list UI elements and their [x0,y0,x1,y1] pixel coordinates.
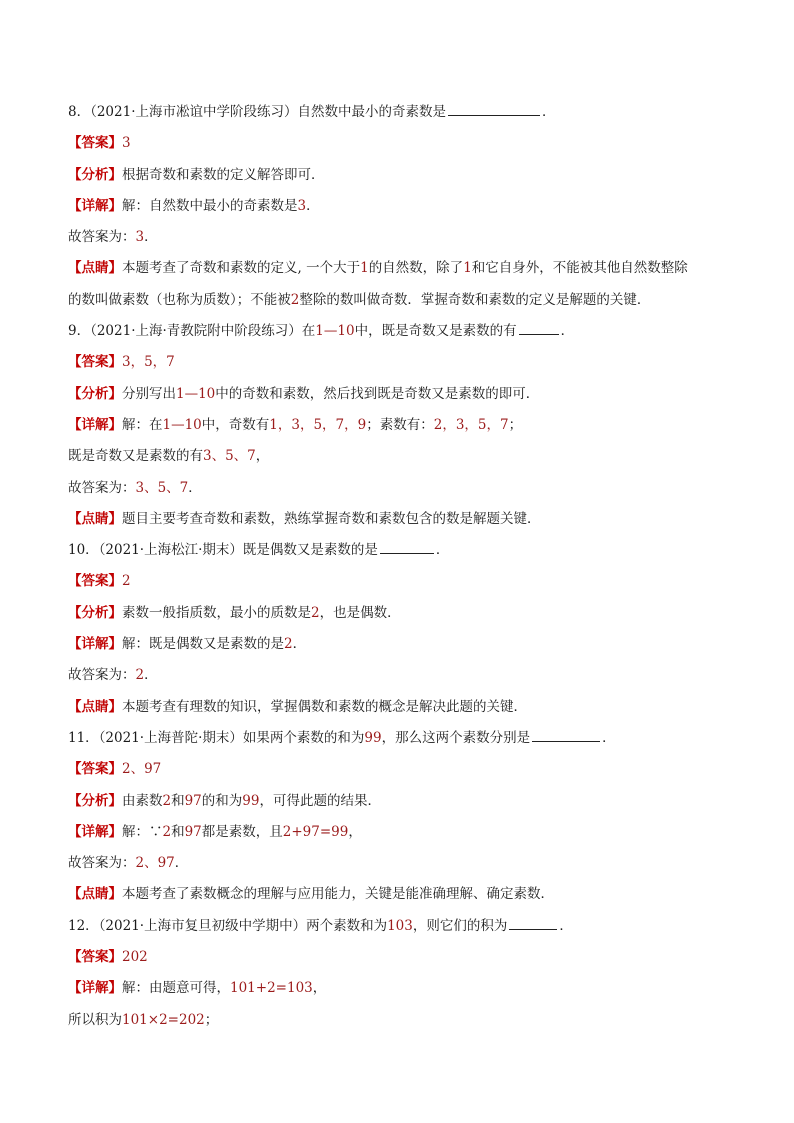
answer-blank [380,539,434,554]
conclusion-line: 故答案为：2、97． [68,855,189,872]
conclusion-line: 故答案为：3． [68,229,158,246]
answer-line [68,945,718,976]
comment-tag: 【点睛】 [68,260,122,277]
analysis-line: 【分析】由素数2和97的和为99，可得此题的结果． [68,792,381,809]
comment-tag: 【点睛】 [68,886,122,903]
analysis-line: 【分析】素数一般指质数，最小的质数是2，也是偶数． [68,604,401,621]
answer-tag: 【答案】 [68,949,122,966]
question-source: （2021·上海市复旦初级中学期中） [98,917,307,934]
question-stem: 自然数中最小的奇素数是 [297,104,446,120]
question-12: 12．（2021·上海市复旦初级中学期中）两个素数和为103，则它们的积为 ． [68,914,718,945]
detail-line: 【详解】解：由题意可得，101+2=103， [68,980,327,997]
question-10: 10．（2021·上海松江·期末）既是偶数又是素数的是 ． [68,538,718,569]
detail-line: 【详解】解：既是偶数又是素数的是2． [68,636,307,653]
detail-tag: 【详解】 [68,416,122,433]
question-11: 11．（2021·上海普陀·期末）如果两个素数的和为99，那么这两个素数分别是 ． [68,726,718,757]
analysis-line: 【分析】根据奇数和素数的定义解答即可． [68,166,325,183]
answer-line [68,350,718,381]
answer-line [68,569,718,600]
detail-tag: 【详解】 [68,197,122,214]
analysis-tag: 【分析】 [68,604,122,621]
answer-tag: 【答案】 [68,354,122,371]
comment-line: 【点睛】题目主要考查奇数和素数，熟练掌握奇数和素数包含的数是解题关键． [68,510,541,527]
detail-line: 【详解】解：∵2和97都是素数，且2+97=99， [68,823,362,840]
question-number: 12． [68,917,99,934]
answer-value: 202 [122,949,148,966]
answer-tag: 【答案】 [68,573,122,590]
detail-tag: 【详解】 [68,823,122,840]
answer-value: 2、97 [122,761,162,778]
answer-blank [509,915,557,930]
answer-value: 3，5，7 [122,354,175,371]
analysis-line: 【分析】分别写出1—10中的奇数和素数，然后找到既是奇数又是素数的即可． [68,385,540,402]
document-content [68,100,718,1039]
answer-line [68,757,718,788]
question-number: 10． [68,542,99,559]
question-9: 9．（2021·上海·青教院附中阶段练习）在1—10中，既是奇数又是素数的有 ． [68,319,718,350]
comment-line: 【点睛】本题考查了素数概念的理解与应用能力，关键是能准确理解、确定素数． [68,886,554,903]
question-number: 11． [68,729,99,746]
question-source: （2021·上海普陀·期末） [98,729,243,746]
answer-tag: 【答案】 [68,135,122,152]
analysis-tag: 【分析】 [68,385,122,402]
question-number: 9． [68,323,91,340]
detail-line: 【详解】解：自然数中最小的奇素数是3． [68,197,320,214]
analysis-tag: 【分析】 [68,166,122,183]
comment-tag: 【点睛】 [68,510,122,527]
detail-line: 既是奇数又是素数的有3、5、7， [68,448,270,465]
conclusion-line: 故答案为：3、5、7． [68,479,202,496]
detail-tag: 【详解】 [68,636,122,653]
answer-blank [448,101,540,116]
answer-value: 2 [122,573,131,590]
comment-line: 的数叫做素数（也称为质数）；不能被2整除的数叫做奇数．掌握奇数和素数的定义是解题的关键． [68,291,651,308]
detail-line: 所以积为101×2=202； [68,1011,219,1028]
question-8: 8．（2021·上海市凇谊中学阶段练习）自然数中最小的奇素数是 ． [68,100,718,131]
analysis-tag: 【分析】 [68,792,122,809]
question-source: （2021·上海·青教院附中阶段练习） [90,323,302,340]
comment-tag: 【点睛】 [68,698,122,715]
answer-blank [532,727,600,742]
comment-line: 【点睛】本题考查了奇数和素数的定义, 一个大于1的自然数，除了1和它自身外，不能被其他自然数整除 [68,260,688,277]
question-source: （2021·上海市凇谊中学阶段练习） [90,104,298,120]
comment-line: 【点睛】本题考查有理数的知识，掌握偶数和素数的概念是解决此题的关键． [68,698,527,715]
answer-value: 3 [122,135,131,152]
question-number: 8． [68,104,91,120]
answer-line [68,131,718,162]
conclusion-line: 故答案为：2． [68,667,158,684]
detail-tag: 【详解】 [68,980,122,997]
answer-tag: 【答案】 [68,761,122,778]
question-source: （2021·上海松江·期末） [98,542,243,559]
detail-line: 【详解】解：在1—10中，奇数有1，3，5，7，9；素数有：2，3，5，7； [68,416,523,433]
answer-blank [519,320,559,335]
